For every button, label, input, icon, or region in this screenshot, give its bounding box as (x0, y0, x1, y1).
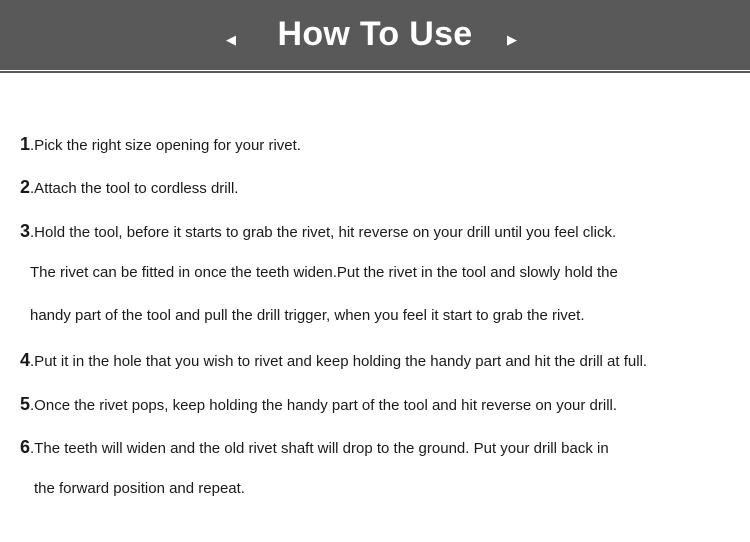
step-number: 3 (20, 221, 31, 241)
left-arrow-icon: ◀ (226, 32, 236, 47)
page-title: How To Use (277, 15, 473, 53)
step-3 (20, 221, 616, 243)
step-3-continuation: The rivet can be fitted in once the teeth widen.Put the rivet in the tool and slowly hold the (30, 264, 618, 281)
step-number: 1 (20, 134, 31, 154)
step-text: .Once the rivet pops, keep holding the handy part of the tool and hit reverse on your drill. (30, 397, 618, 414)
right-arrow-icon: ▶ (507, 32, 517, 47)
step-text: .Put it in the hole that you wish to rivet and keep holding the handy part and hit the drill at full. (30, 353, 648, 370)
header-banner (0, 0, 750, 70)
step-1 (20, 134, 301, 156)
step-number: 6 (20, 437, 31, 457)
step-number: 2 (20, 177, 31, 197)
step-text: .Hold the tool, before it starts to grab the rivet, hit reverse on your drill until you feel click. (30, 224, 617, 241)
step-number: 5 (20, 394, 31, 414)
header-divider (0, 71, 750, 73)
step-text: .Pick the right size opening for your rivet. (30, 137, 301, 154)
step-4 (20, 350, 647, 372)
step-2 (20, 177, 238, 199)
step-text: .Attach the tool to cordless drill. (30, 180, 239, 197)
step-number: 4 (20, 350, 31, 370)
step-6-continuation: the forward position and repeat. (34, 480, 245, 497)
step-5 (20, 394, 617, 416)
step-6 (20, 437, 609, 459)
step-text: .The teeth will widen and the old rivet shaft will drop to the ground. Put your drill back in (30, 440, 609, 457)
step-3-continuation: handy part of the tool and pull the drill trigger, when you feel it start to grab the rivet. (30, 307, 585, 324)
